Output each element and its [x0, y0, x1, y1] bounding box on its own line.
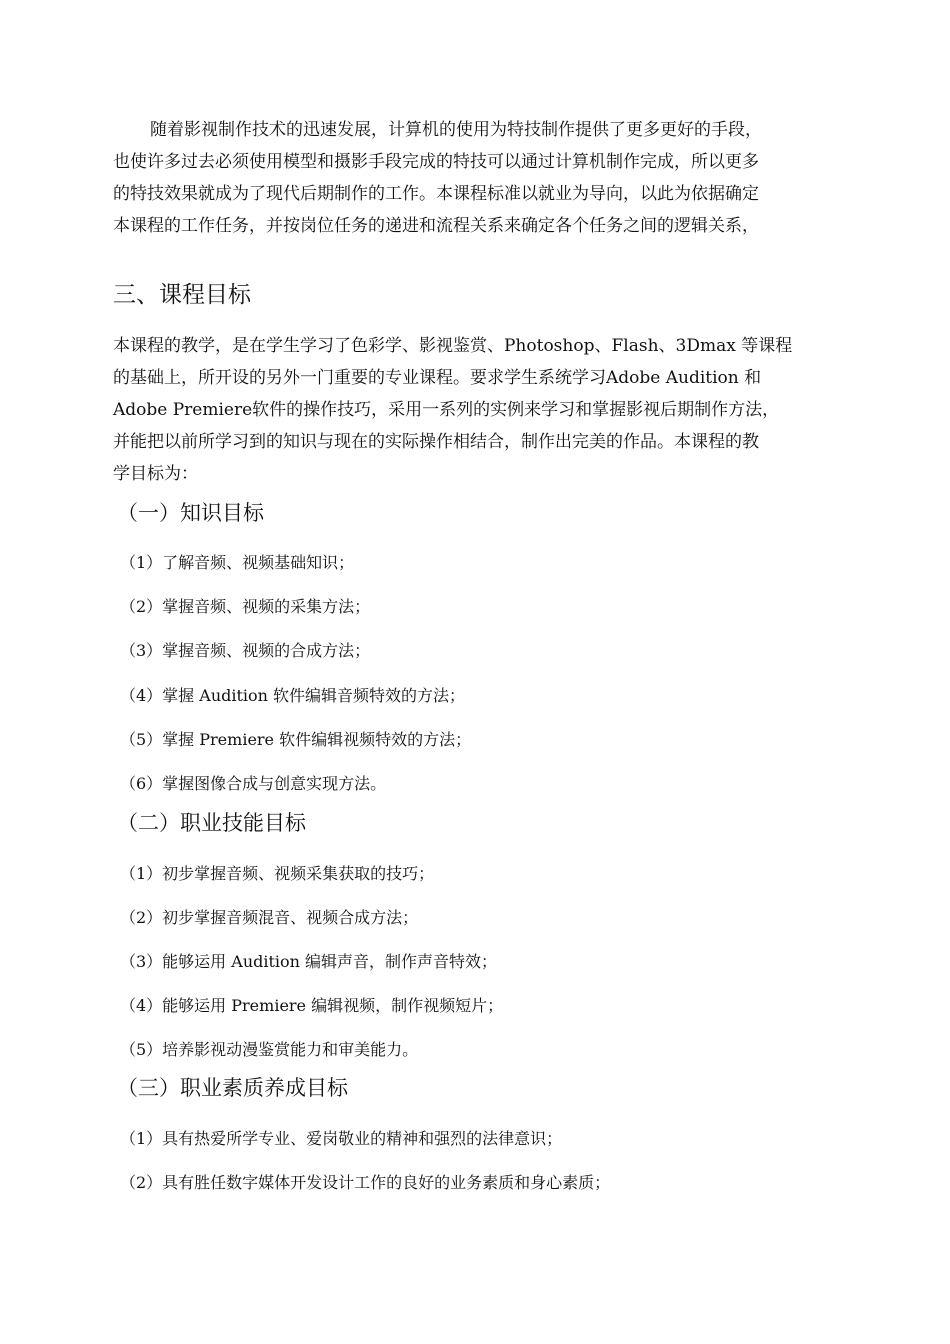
list-item: （4）掌握 Audition 软件编辑音频特效的方法；	[120, 686, 466, 705]
quality-goals-heading: （三）职业素质养成目标	[117, 1076, 348, 1100]
intro-line: 的特技效果就成为了现代后期制作的工作。本课程标准以就业为导向，以此为依据确定	[113, 184, 759, 204]
list-item: （3）掌握音频、视频的合成方法；	[120, 641, 371, 660]
list-item: （1）了解音频、视频基础知识；	[120, 553, 355, 572]
skill-goals-heading: （二）职业技能目标	[117, 811, 306, 835]
list-item: （1）具有热爱所学专业、爱岗敬业的精神和强烈的法律意识；	[120, 1129, 563, 1148]
list-item: （5）掌握 Premiere 软件编辑视频特效的方法；	[120, 730, 472, 749]
list-item: （5）培养影视动漫鉴赏能力和审美能力。	[120, 1040, 419, 1059]
knowledge-goals-heading: （一）知识目标	[117, 501, 264, 525]
intro-line: 随着影视制作技术的迅速发展，计算机的使用为特技制作提供了更多更好的手段，	[150, 120, 762, 140]
intro-line: 也使许多过去必须使用模型和摄影手段完成的特技可以通过计算机制作完成，所以更多	[113, 152, 759, 172]
intro-line: 本课程的工作任务，并按岗位任务的递进和流程关系来确定各个任务之间的逻辑关系，	[113, 216, 759, 236]
section-paragraph-line: 本课程的教学，是在学生学习了色彩学、影视鉴赏、Photoshop、Flash、3Dmax 等课程	[113, 336, 793, 356]
section-paragraph-line: 并能把以前所学习到的知识与现在的实际操作相结合，制作出完美的作品。本课程的教	[113, 432, 759, 452]
list-item: （6）掌握图像合成与创意实现方法。	[120, 774, 387, 793]
list-item: （1）初步掌握音频、视频采集获取的技巧；	[120, 864, 435, 883]
list-item: （2）掌握音频、视频的采集方法；	[120, 597, 371, 616]
section-heading: 三、课程目标	[113, 282, 251, 308]
section-paragraph-line: 的基础上，所开设的另外一门重要的专业课程。要求学生系统学习Adobe Audition 和	[113, 368, 762, 388]
list-item: （2）初步掌握音频混音、视频合成方法；	[120, 908, 419, 927]
section-paragraph-line: Adobe Premiere软件的操作技巧，采用一系列的实例来学习和掌握影视后期制作方法，	[113, 400, 780, 420]
list-item: （3）能够运用 Audition 编辑声音，制作声音特效；	[120, 952, 498, 971]
section-paragraph-line: 学目标为：	[113, 464, 198, 484]
list-item: （2）具有胜任数字媒体开发设计工作的良好的业务素质和身心素质；	[120, 1173, 611, 1192]
list-item: （4）能够运用 Premiere 编辑视频，制作视频短片；	[120, 996, 504, 1015]
